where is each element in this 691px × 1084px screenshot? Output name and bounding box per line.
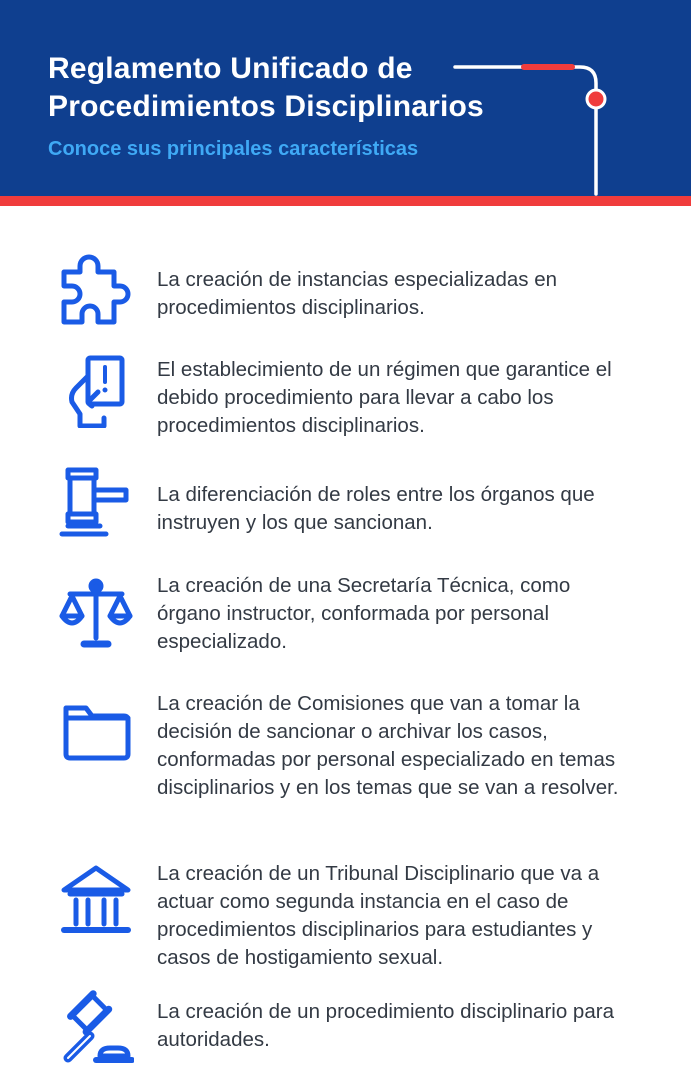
folder-icon	[58, 696, 134, 772]
header-accent-bar	[0, 196, 691, 206]
courthouse-icon	[58, 860, 134, 936]
item-text: La creación de instancias especializadas en procedimientos disciplinarios.	[157, 268, 558, 319]
item-text: La creación de un Tribunal Disciplinario que va a actuar como segunda instancia en el caso de procedimientos disciplinarios para estudiantes y casos de hostigamiento sexual.	[157, 862, 600, 969]
gavel-icon	[58, 990, 134, 1066]
scales-icon	[58, 572, 134, 648]
item-text: La creación de un procedimiento disciplinario para autoridades.	[157, 1000, 614, 1051]
gavel-stand-icon	[58, 464, 134, 540]
title-line-1: Reglamento Unificado de	[48, 52, 413, 85]
item-text: La creación de Comisiones que van a tomar la decisión de sancionar o archivar los casos, conformadas por personal especializado en temas disciplinarios y en los temas que se van a resolver.	[157, 692, 619, 799]
puzzle-icon	[58, 252, 134, 328]
hand-document-icon	[58, 352, 134, 428]
header-banner	[0, 0, 691, 196]
page-title	[48, 50, 484, 126]
page-subtitle: Conoce sus principales características	[48, 138, 419, 160]
item-text: El establecimiento de un régimen que garantice el debido procedimiento para llevar a cabo los procedimientos disciplinarios.	[157, 358, 612, 437]
item-text: La creación de una Secretaría Técnica, como órgano instructor, conformada por personal especializado.	[157, 574, 571, 653]
circuit-line-decoration	[440, 56, 620, 198]
item-text: La diferenciación de roles entre los órganos que instruyen y los que sancionan.	[157, 483, 595, 534]
title-line-2: Procedimientos Disciplinarios	[48, 90, 484, 123]
